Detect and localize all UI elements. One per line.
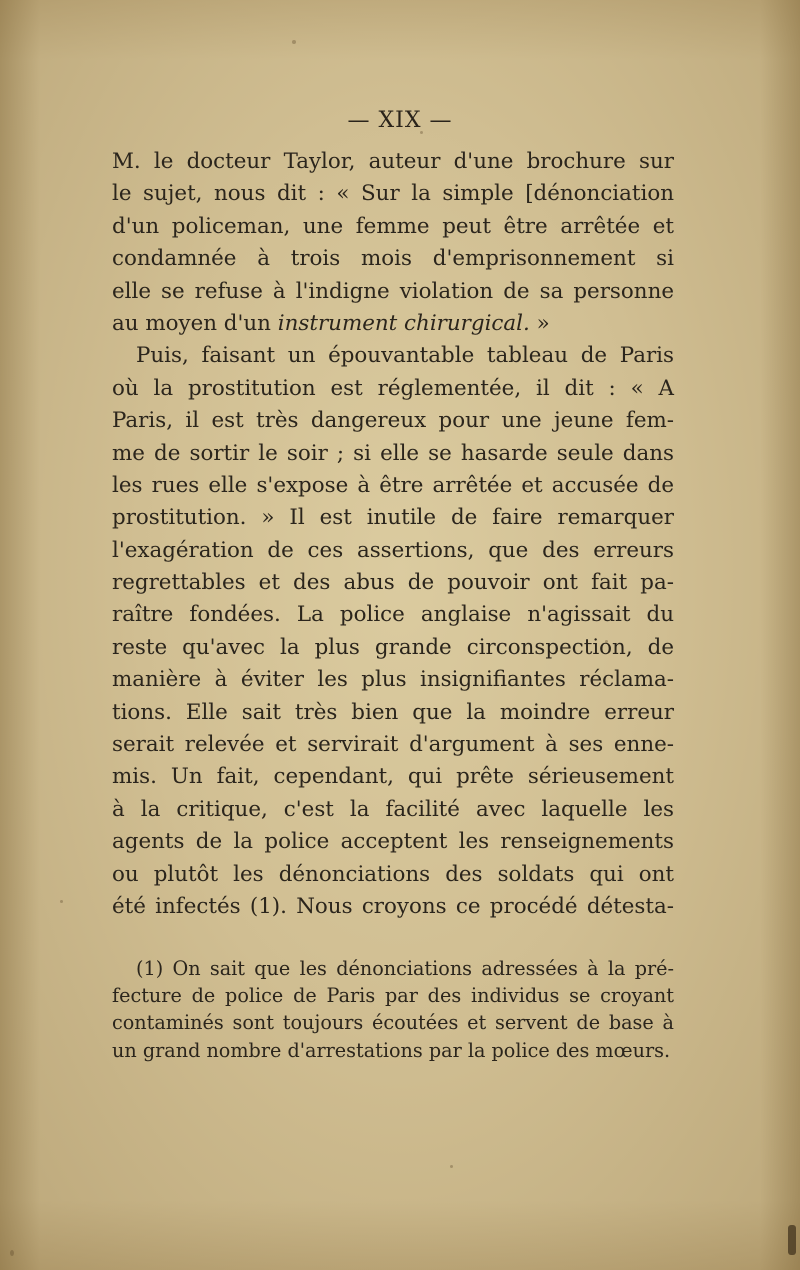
paper-speck [292,40,296,44]
footnote-line: (1) On sait que les dénonciations adressées à la pré- [136,957,674,980]
paper-speck [450,1165,453,1168]
text-fragment: » [529,310,550,336]
text-line: mis. Un fait, cependant, qui prête sérieusement [112,764,674,790]
page-number-header: — XIX — [347,108,453,133]
text-line: reste qu'avec la plus grande circonspection, de [112,634,674,660]
text-line: à la critique, c'est la facilité avec laquelle les [112,796,674,822]
text-fragment: au moyen d'un [112,310,278,336]
text-line: d'un policeman, une femme peut être arrêtée et [112,213,674,239]
text-line: raître fondées. La police anglaise n'agissait du [112,602,674,628]
text-line: manière à éviter les plus insignifiantes réclama- [112,667,674,693]
main-text-block [112,146,674,923]
footnote-line: contaminés sont toujours écoutées et servent de base à [112,1011,674,1035]
text-line: ou plutôt les dénonciations des soldats qui ont [112,861,674,887]
text-line: été infectés (1). Nous croyons ce procédé détesta- [112,893,674,919]
text-line: regrettables et des abus de pouvoir ont fait pa- [112,570,674,596]
text-line: condamnée à trois mois d'emprisonnement si [112,246,674,272]
paper-edge-mark [788,1225,796,1255]
paper-speck [60,900,63,903]
text-line: prostitution. » Il est inutile de faire remarquer [112,505,674,531]
footnote-line: un grand nombre d'arrestations par la police des mœurs. [112,1038,671,1062]
text-line: les rues elle s'expose à être arrêtée et accusée de [112,472,674,498]
text-line: tions. Elle sait très bien que la moindre erreur [112,699,674,725]
text-line: Paris, il est très dangereux pour une jeune fem- [112,408,674,434]
text-line: Puis, faisant un épouvantable tableau de Paris [136,343,674,369]
text-line: me de sortir le soir ; si elle se hasarde seule dans [112,440,674,466]
paper-speck [10,1250,14,1256]
italic-phrase: instrument chirurgical. [277,310,530,336]
text-line: elle se refuse à l'indigne violation de sa personne [112,278,674,304]
text-line [112,308,674,340]
footnote-line: fecture de police de Paris par des individus se croyant [112,984,674,1008]
text-line: agents de la police acceptent les renseignements [112,829,674,855]
footnote-block [112,955,674,1064]
text-line: l'exagération de ces assertions, que des erreurs [112,537,674,563]
text-line: le sujet, nous dit : « Sur la simple [dénonciation [112,181,674,207]
text-line: M. le docteur Taylor, auteur d'une brochure sur [112,149,674,174]
text-line: où la prostitution est réglementée, il dit : « A [112,375,674,401]
text-line: serait relevée et servirait d'argument à ses enne- [112,732,674,758]
